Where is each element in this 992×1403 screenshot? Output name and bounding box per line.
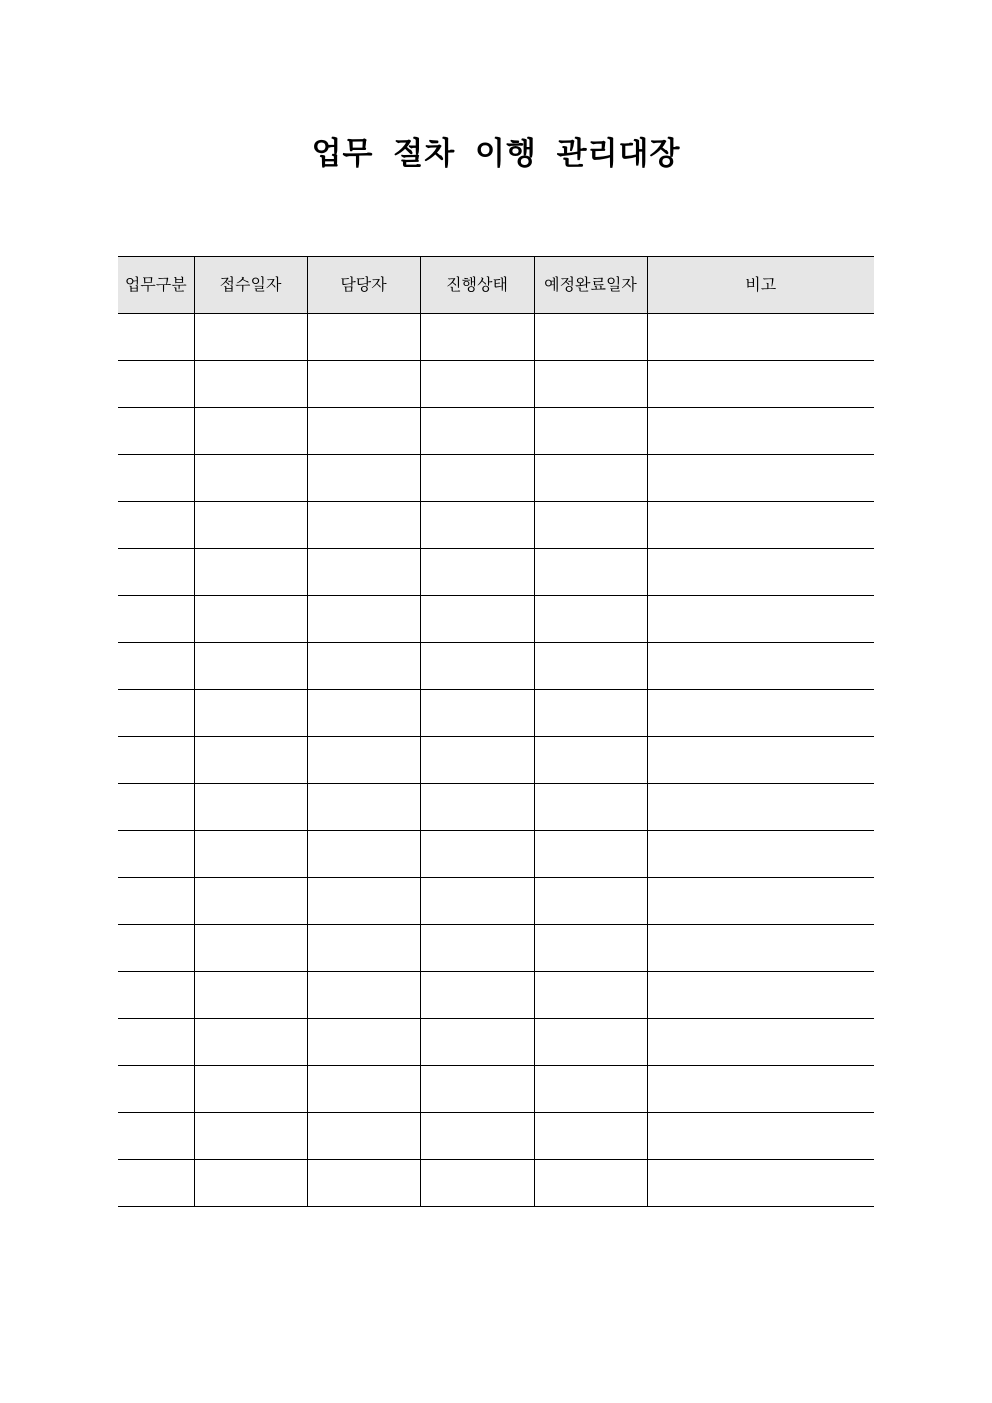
cell-person-in-charge[interactable] [307,690,420,737]
table-row [118,737,874,784]
cell-work-category[interactable] [118,831,194,878]
cell-progress-status[interactable] [420,455,534,502]
cell-remarks[interactable] [647,784,874,831]
cell-person-in-charge[interactable] [307,925,420,972]
cell-receipt-date[interactable] [194,549,307,596]
cell-expected-completion-date[interactable] [534,361,647,408]
cell-person-in-charge[interactable] [307,455,420,502]
cell-receipt-date[interactable] [194,596,307,643]
cell-receipt-date[interactable] [194,972,307,1019]
cell-work-category[interactable] [118,972,194,1019]
cell-receipt-date[interactable] [194,502,307,549]
cell-expected-completion-date[interactable] [534,643,647,690]
cell-receipt-date[interactable] [194,925,307,972]
table-row [118,690,874,737]
header-work-category: 업무구분 [118,257,194,314]
cell-work-category[interactable] [118,408,194,455]
cell-remarks[interactable] [647,690,874,737]
cell-remarks[interactable] [647,737,874,784]
cell-expected-completion-date[interactable] [534,784,647,831]
cell-expected-completion-date[interactable] [534,1160,647,1207]
table-row [118,643,874,690]
cell-expected-completion-date[interactable] [534,1019,647,1066]
cell-progress-status[interactable] [420,1019,534,1066]
cell-person-in-charge[interactable] [307,1160,420,1207]
cell-progress-status[interactable] [420,361,534,408]
cell-remarks[interactable] [647,1113,874,1160]
table-row [118,314,874,361]
table-header-row [118,257,874,314]
cell-expected-completion-date[interactable] [534,972,647,1019]
table-row [118,408,874,455]
cell-work-category[interactable] [118,1019,194,1066]
cell-remarks[interactable] [647,361,874,408]
cell-progress-status[interactable] [420,784,534,831]
cell-person-in-charge[interactable] [307,549,420,596]
table-row [118,1113,874,1160]
header-receipt-date: 접수일자 [194,257,307,314]
header-remarks: 비고 [647,257,874,314]
cell-expected-completion-date[interactable] [534,925,647,972]
cell-receipt-date[interactable] [194,784,307,831]
table-row [118,1160,874,1207]
cell-person-in-charge[interactable] [307,502,420,549]
cell-person-in-charge[interactable] [307,596,420,643]
cell-progress-status[interactable] [420,549,534,596]
cell-progress-status[interactable] [420,972,534,1019]
cell-expected-completion-date[interactable] [534,1113,647,1160]
cell-receipt-date[interactable] [194,1160,307,1207]
cell-expected-completion-date[interactable] [534,878,647,925]
cell-work-category[interactable] [118,1160,194,1207]
cell-person-in-charge[interactable] [307,878,420,925]
management-ledger-table [118,256,874,1207]
cell-person-in-charge[interactable] [307,408,420,455]
cell-person-in-charge[interactable] [307,1019,420,1066]
cell-person-in-charge[interactable] [307,831,420,878]
cell-remarks[interactable] [647,455,874,502]
cell-receipt-date[interactable] [194,1113,307,1160]
cell-progress-status[interactable] [420,737,534,784]
cell-work-category[interactable] [118,737,194,784]
table-row [118,1019,874,1066]
cell-work-category[interactable] [118,784,194,831]
cell-person-in-charge[interactable] [307,643,420,690]
table-row [118,549,874,596]
cell-work-category[interactable] [118,361,194,408]
cell-person-in-charge[interactable] [307,737,420,784]
table-row [118,878,874,925]
cell-remarks[interactable] [647,1066,874,1113]
cell-progress-status[interactable] [420,1066,534,1113]
cell-remarks[interactable] [647,878,874,925]
cell-expected-completion-date[interactable] [534,1066,647,1113]
cell-expected-completion-date[interactable] [534,455,647,502]
cell-remarks[interactable] [647,549,874,596]
header-progress-status: 진행상태 [420,257,534,314]
cell-work-category[interactable] [118,549,194,596]
table-row [118,1066,874,1113]
cell-work-category[interactable] [118,690,194,737]
cell-receipt-date[interactable] [194,643,307,690]
cell-remarks[interactable] [647,1160,874,1207]
cell-expected-completion-date[interactable] [534,690,647,737]
table-row [118,455,874,502]
cell-remarks[interactable] [647,831,874,878]
cell-progress-status[interactable] [420,878,534,925]
table-row [118,502,874,549]
table-row [118,361,874,408]
cell-work-category[interactable] [118,1113,194,1160]
cell-work-category[interactable] [118,643,194,690]
table-row [118,784,874,831]
cell-work-category[interactable] [118,878,194,925]
cell-expected-completion-date[interactable] [534,549,647,596]
cell-person-in-charge[interactable] [307,361,420,408]
cell-expected-completion-date[interactable] [534,596,647,643]
cell-expected-completion-date[interactable] [534,314,647,361]
cell-progress-status[interactable] [420,1113,534,1160]
cell-person-in-charge[interactable] [307,1113,420,1160]
cell-expected-completion-date[interactable] [534,502,647,549]
cell-receipt-date[interactable] [194,361,307,408]
table-row [118,831,874,878]
table-row [118,925,874,972]
cell-remarks[interactable] [647,596,874,643]
table-body [118,314,874,1207]
cell-expected-completion-date[interactable] [534,408,647,455]
cell-remarks[interactable] [647,972,874,1019]
cell-progress-status[interactable] [420,502,534,549]
cell-receipt-date[interactable] [194,314,307,361]
cell-progress-status[interactable] [420,314,534,361]
cell-expected-completion-date[interactable] [534,737,647,784]
cell-person-in-charge[interactable] [307,1066,420,1113]
cell-person-in-charge[interactable] [307,784,420,831]
cell-progress-status[interactable] [420,831,534,878]
cell-work-category[interactable] [118,455,194,502]
cell-work-category[interactable] [118,925,194,972]
cell-remarks[interactable] [647,1019,874,1066]
table-row [118,972,874,1019]
cell-progress-status[interactable] [420,925,534,972]
cell-work-category[interactable] [118,596,194,643]
cell-receipt-date[interactable] [194,408,307,455]
table-row [118,596,874,643]
cell-progress-status[interactable] [420,643,534,690]
cell-receipt-date[interactable] [194,1019,307,1066]
cell-receipt-date[interactable] [194,878,307,925]
cell-person-in-charge[interactable] [307,972,420,1019]
cell-receipt-date[interactable] [194,831,307,878]
cell-receipt-date[interactable] [194,455,307,502]
cell-expected-completion-date[interactable] [534,831,647,878]
header-expected-completion-date: 예정완료일자 [534,257,647,314]
cell-work-category[interactable] [118,1066,194,1113]
cell-receipt-date[interactable] [194,737,307,784]
cell-remarks[interactable] [647,314,874,361]
cell-progress-status[interactable] [420,408,534,455]
header-person-in-charge: 담당자 [307,257,420,314]
cell-person-in-charge[interactable] [307,314,420,361]
cell-progress-status[interactable] [420,596,534,643]
cell-remarks[interactable] [647,502,874,549]
cell-work-category[interactable] [118,502,194,549]
cell-progress-status[interactable] [420,1160,534,1207]
cell-work-category[interactable] [118,314,194,361]
cell-receipt-date[interactable] [194,690,307,737]
cell-remarks[interactable] [647,408,874,455]
cell-remarks[interactable] [647,925,874,972]
cell-receipt-date[interactable] [194,1066,307,1113]
cell-remarks[interactable] [647,643,874,690]
cell-progress-status[interactable] [420,690,534,737]
page-title: 업무 절차 이행 관리대장 [311,136,681,172]
